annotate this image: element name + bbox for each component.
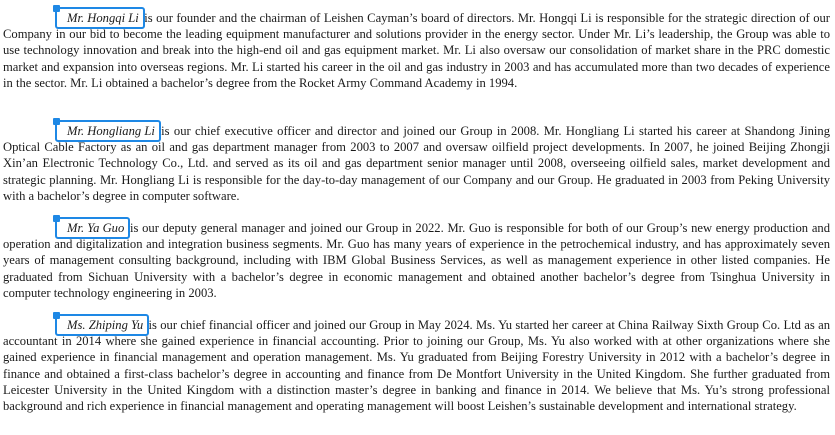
bio-paragraph-zhiping-yu xyxy=(3,317,830,414)
name-highlight-hongliang-li: Mr. Hongliang Li xyxy=(67,124,155,138)
bio-paragraph-ya-guo xyxy=(3,220,830,301)
bio-text-hongqi-li: is our founder and the chairman of Leishen Cayman’s board of directors. Mr. Hongqi Li is responsible for the strategic direction of our Company in our bid to become the leading equipment manufacturer and solutions provider in the energy sector. Under Mr. Li’s leadership, the Group was able to use technology innovation and break into the high-end oil and gas equipment market. Mr. Li also oversaw our consolidation of market share in the PRC domestic market and expansion into overseas regions. Mr. Li started his career in the oil and gas industry in 2003 and has accumulated more than two decades of experience in the sector. Mr. Li obtained a bachelor’s degree from the Rocket Army Command Academy in 1994. xyxy=(3,11,830,90)
bio-text-ya-guo: is our deputy general manager and joined our Group in 2022. Mr. Guo is responsible for both of our Group’s new energy production and operation and digitalization and integration business segments. Mr. Guo has many years of experience in the petrochemical industry, and has approximately seven years of management consulting background, including with IBM Global Business Services, as well as management experience in other listed companies. He graduated from Sichuan University with a bachelor’s degree in economic management and obtained another bachelor’s degree from Tsinghua University in computer technology engineering in 2003. xyxy=(3,221,830,300)
bio-paragraph-hongliang-li xyxy=(3,123,830,204)
name-highlight-ya-guo: Mr. Ya Guo xyxy=(67,221,125,235)
name-highlight-zhiping-yu: Ms. Zhiping Yu xyxy=(67,318,144,332)
name-highlight-hongqi-li: Mr. Hongqi Li xyxy=(67,11,139,25)
bio-text-zhiping-yu: is our chief financial officer and joined our Group in May 2024. Ms. Yu started her career at China Railway Sixth Group Co. Ltd as an accountant in 2014 where she gained experience in financial accounting. Prior to joining our Group, Ms. Yu also worked with at other organizations where she gained experience in financial management and operation management. Ms. Yu graduated from Beijing Forestry University in 2012 with a bachelor’s degree in finance and obtained a first-class bachelor’s degree in accounting and finance from De Montfort University in the United Kingdom. She further graduated from Leicester University in the United Kingdom with a distinction master’s degree in banking and finance in 2014. We believe that Ms. Yu’s strong professional background and rich experience in financial management and operating management will boost Leishen’s sustainable development and international strategy. xyxy=(3,318,830,414)
bio-text-hongliang-li: is our chief executive officer and director and joined our Group in 2008. Mr. Hongliang Li started his career at Shandong Jining Optical Cable Factory as an oil and gas department manager from 2003 to 2007 and oversaw oilfield project developments. In 2007, he joined Beijing Zhongji Xin’an Electronic Technology Co., Ltd. and served as its oil and gas department senior manager until 2008, overseeing oilfield sales, market development and strategic planning. Mr. Hongliang Li is responsible for the day-to-day management of our Company and our Group. He graduated in 2003 from Peking University with a bachelor’s degree in computer software. xyxy=(3,124,830,203)
bio-paragraph-hongqi-li xyxy=(3,10,830,91)
